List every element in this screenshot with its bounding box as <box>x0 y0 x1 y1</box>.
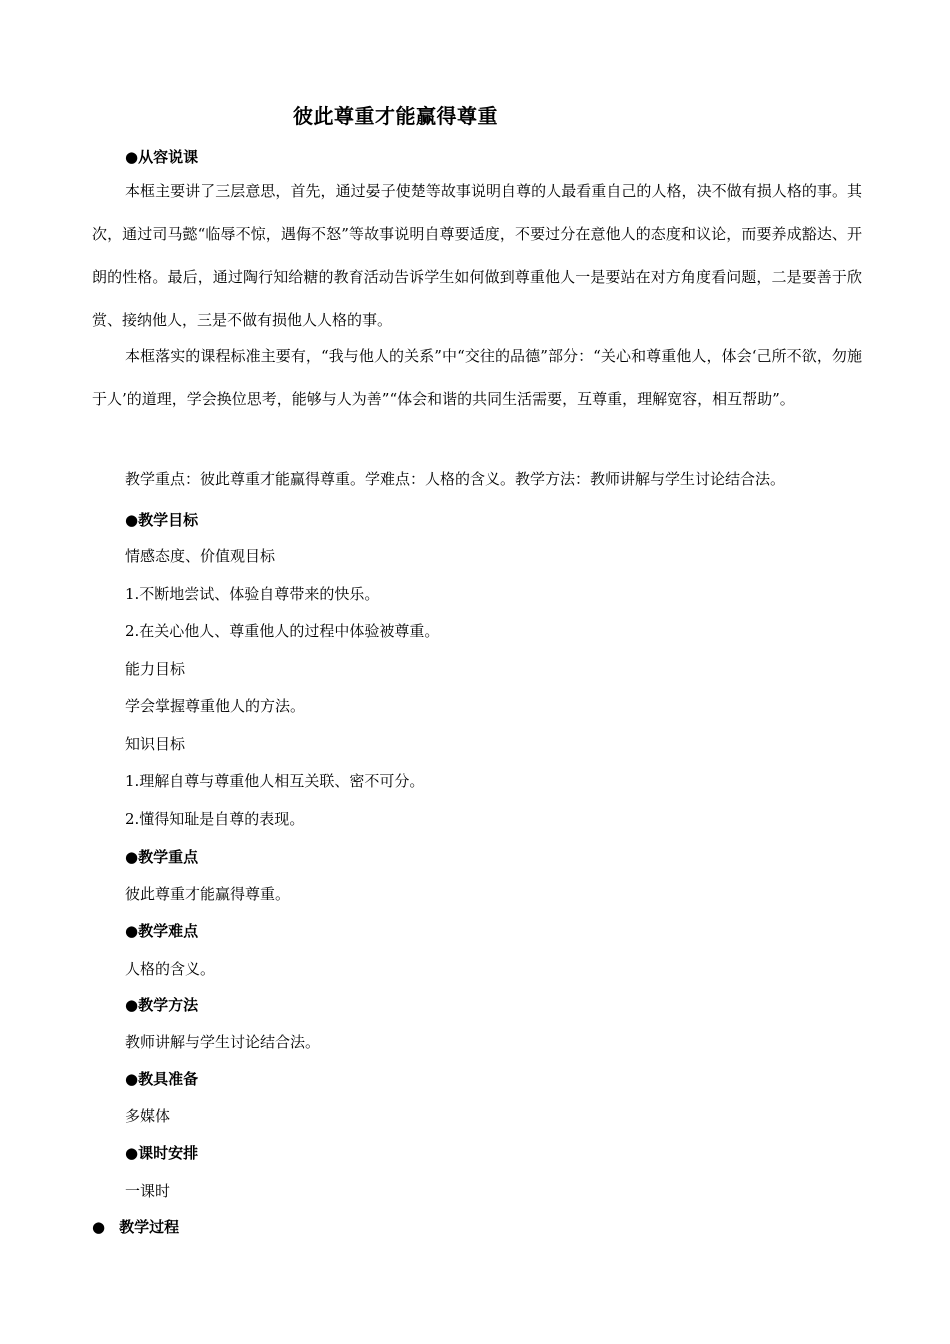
section-heading-method: ●教学方法 <box>125 996 199 1014</box>
intro-paragraph-1: 本框主要讲了三层意思，首先，通过晏子使楚等故事说明自尊的人最看重自己的人格，决不做有损人格的事。其次，通过司马懿“临辱不惊，遇侮不怒”等故事说明自尊要适度，不要过分在意他人的态度和议论，而要养成豁达、开朗的性格。最后，通过陶行知给糖的教育活动告诉学生如何做到尊重他人一是要站在对方角度看问题，二是要善于欣赏、接纳他人，三是不做有损他人人格的事。 <box>92 182 862 329</box>
key-text: 彼此尊重才能赢得尊重。 <box>125 885 291 903</box>
section-heading-intro: ●从容说课 <box>125 148 199 166</box>
intro-paragraph-3: 教学重点：彼此尊重才能赢得尊重。学难点：人格的含义。教学方法：教师讲解与学生讨论结合法。 <box>125 470 786 488</box>
intro-paragraph-2: 本框落实的课程标准主要有，“我与他人的关系”中“交往的品德”部分：“关心和尊重他人，体会‘己所不欲，勿施于人’的道理，学会换位思考，能够与人为善”“体会和谐的共同生活需要，互尊重，理解宽容，相互帮助”。 <box>92 347 862 408</box>
goals-emotion-item-2: 2.在关心他人、尊重他人的过程中体验被尊重。 <box>125 622 440 640</box>
process-heading-label: 教学过程 <box>119 1218 180 1236</box>
method-text: 教师讲解与学生讨论结合法。 <box>125 1033 321 1051</box>
schedule-text: 一课时 <box>125 1182 171 1200</box>
goals-knowledge-item-2: 2.懂得知耻是自尊的表现。 <box>125 810 305 828</box>
bullet-icon: ● <box>92 1218 106 1236</box>
section-heading-schedule: ●课时安排 <box>125 1144 199 1162</box>
goals-emotion-item-1: 1.不断地尝试、体验自尊带来的快乐。 <box>125 585 380 603</box>
goals-emotion-label: 情感态度、价值观目标 <box>125 547 276 565</box>
section-heading-tools: ●教具准备 <box>125 1070 199 1088</box>
tools-text: 多媒体 <box>125 1107 171 1125</box>
goals-knowledge-item-1: 1.理解自尊与尊重他人相互关联、密不可分。 <box>125 772 425 790</box>
goals-ability-item-1: 学会掌握尊重他人的方法。 <box>125 697 306 715</box>
section-heading-difficulty: ●教学难点 <box>125 922 199 940</box>
section-heading-process <box>92 1216 179 1237</box>
section-heading-goals: ●教学目标 <box>125 511 199 529</box>
goals-ability-label: 能力目标 <box>125 660 186 678</box>
section-heading-key: ●教学重点 <box>125 848 199 866</box>
goals-knowledge-label: 知识目标 <box>125 735 186 753</box>
difficulty-text: 人格的含义。 <box>125 960 216 978</box>
document-title: 彼此尊重才能赢得尊重 <box>293 104 498 128</box>
